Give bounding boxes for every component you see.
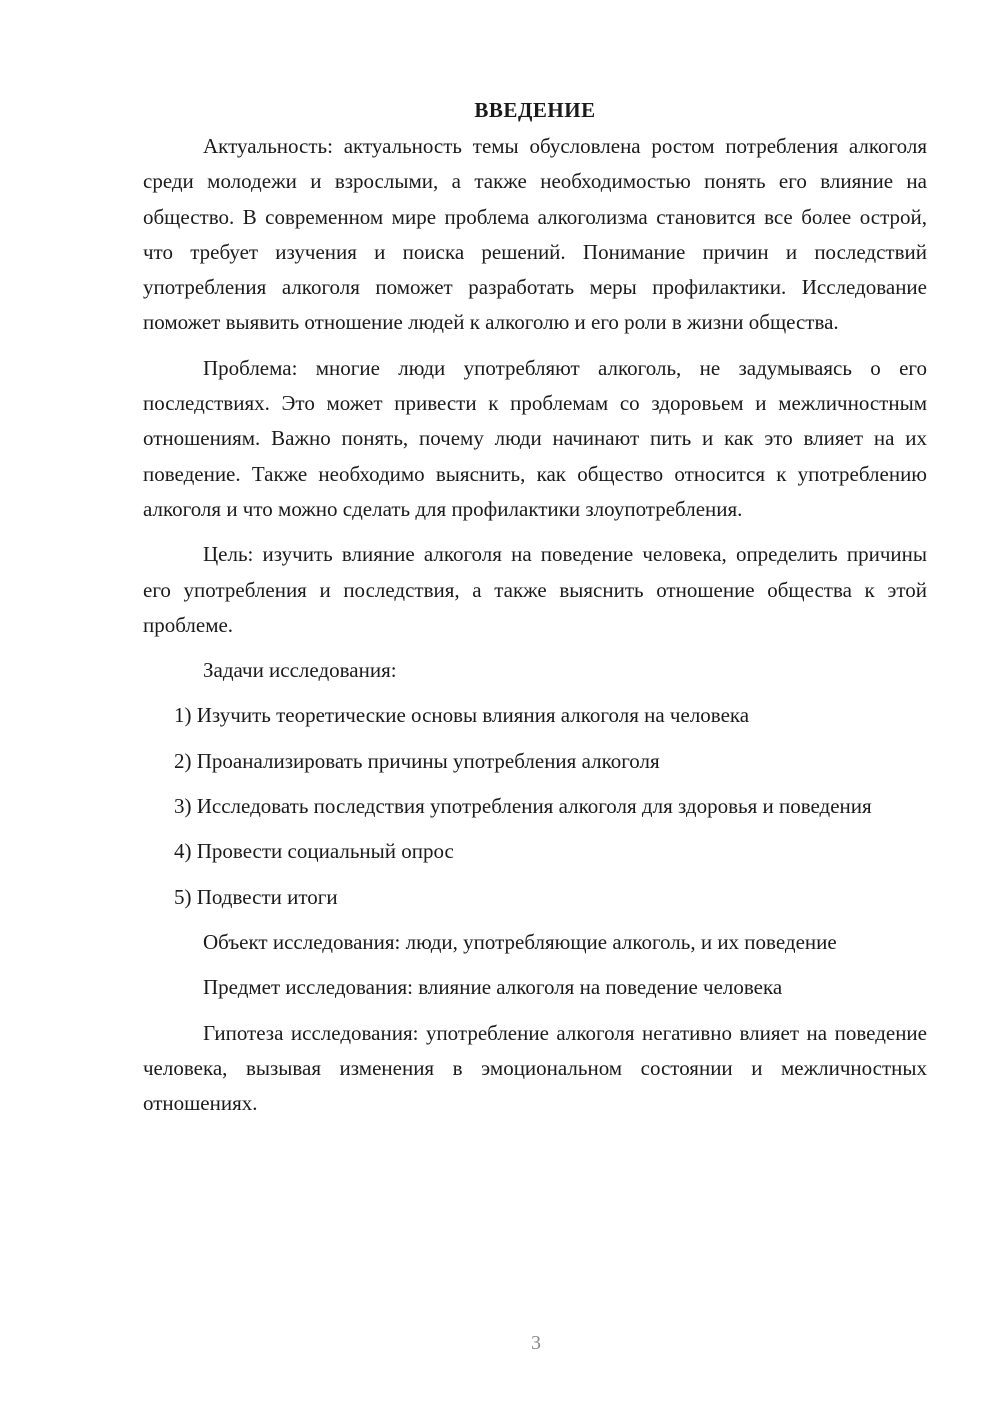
object-paragraph: Объект исследования: люди, употребляющие алкоголь, и их поведение xyxy=(203,929,837,954)
document-page xyxy=(143,92,927,1131)
problem-paragraph: Проблема: многие люди употребляют алкоголь, не задумываясь о его последствиях. Это может привести к проблемам со здоровьем и межличностным отношениям. Важно понять, почему люди начинают пить и как это влияет на их поведение. Также необходимо выяснить, как общество относится к употреблению алкоголя и что можно сделать для профилактики злоупотребления. xyxy=(143,355,927,521)
section-heading: ВВЕДЕНИЕ xyxy=(474,98,596,122)
relevance-paragraph: Актуальность: актуальность темы обусловлена ростом потребления алкоголя среди молодежи и взрослыми, а также необходимостью понять его влияние на общество. В современном мире проблема алкоголизма становится все более острой, что требует изучения и поиска решений. Понимание причин и последствий употребления алкоголя поможет разработать меры профилактики. Исследование поможет выявить отношение людей к алкоголю и его роли в жизни общества. xyxy=(143,134,927,335)
subject-paragraph: Предмет исследования: влияние алкоголя на поведение человека xyxy=(203,975,783,1000)
task-item-4: 4) Провести социальный опрос xyxy=(174,839,454,864)
page-number: 3 xyxy=(531,1332,541,1354)
hypothesis-paragraph: Гипотеза исследования: употребление алкоголя негативно влияет на поведение человека, вызывая изменения в эмоциональном состоянии и межличностных отношениях. xyxy=(143,1020,927,1116)
task-item-5: 5) Подвести итоги xyxy=(174,884,338,909)
goal-paragraph: Цель: изучить влияние алкоголя на поведение человека, определить причины его употребления и последствия, а также выяснить отношение общества к этой проблеме. xyxy=(143,542,927,637)
tasks-heading-paragraph: Задачи исследования: xyxy=(203,658,397,683)
task-item-2: 2) Проанализировать причины употребления алкоголя xyxy=(174,748,660,773)
task-item-1: 1) Изучить теоретические основы влияния алкоголя на человека xyxy=(174,703,750,728)
task-item-3: 3) Исследовать последствия употребления алкоголя для здоровья и поведения xyxy=(174,794,872,819)
